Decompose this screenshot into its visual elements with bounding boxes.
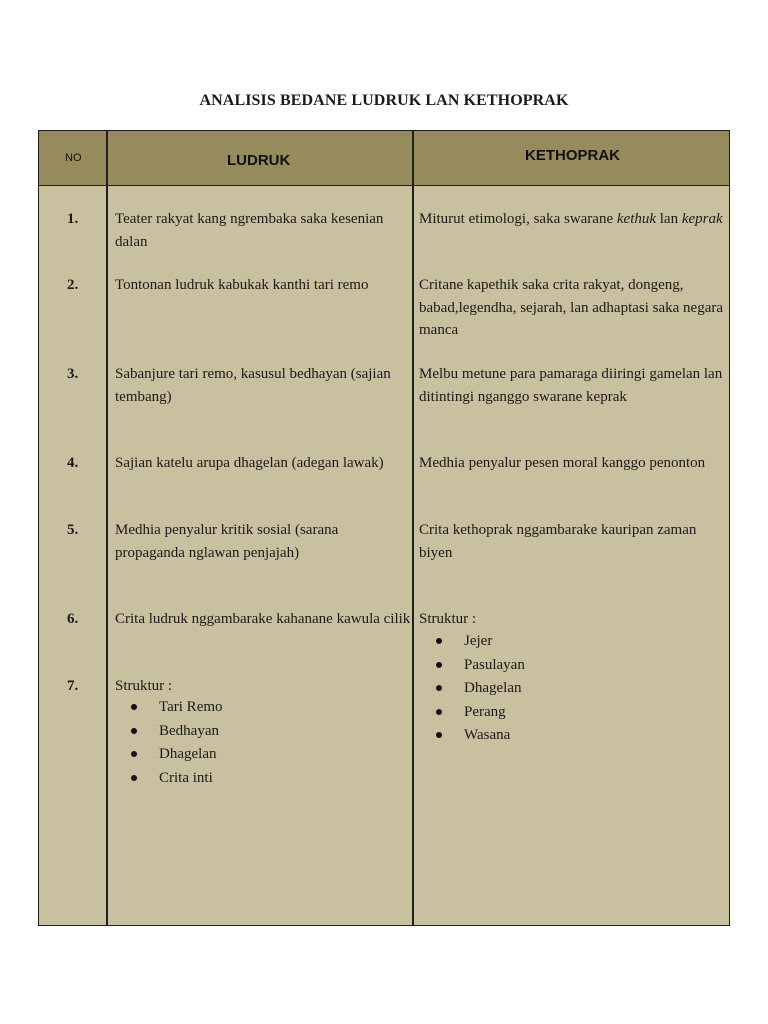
ludruk-cell: Struktur : [115, 678, 173, 694]
kethoprak-cell: Miturut etimologi, saka swarane kethuk lan keprak [419, 211, 723, 227]
bullet-icon [436, 732, 442, 738]
list-item: Crita inti [131, 767, 223, 791]
header-kethoprak: KETHOPRAK [525, 147, 621, 164]
row-number: 1. [67, 211, 79, 227]
header-ludruk: LUDRUK [227, 152, 291, 169]
ludruk-cell: Crita ludruk nggambarake kahanane kawula cilik [115, 611, 411, 627]
column-divider [412, 131, 414, 925]
bullet-icon [131, 775, 137, 781]
header-no: NO [65, 152, 82, 164]
row-number: 5. [67, 522, 79, 538]
list-item: Dhagelan [131, 743, 223, 767]
bullet-icon [436, 638, 442, 644]
list-item: Perang [436, 701, 525, 725]
column-divider [106, 131, 108, 925]
bullet-icon [436, 685, 442, 691]
bullet-icon [131, 728, 137, 734]
ludruk-cell: Sabanjure tari remo, kasusul bedhayan (sajian tembang) [115, 366, 391, 405]
ludruk-structure-list [131, 696, 223, 790]
kethoprak-cell: Melbu metune para pamaraga diiringi gamelan lan ditintingi nganggo swarane keprak [419, 366, 723, 405]
list-item: Bedhayan [131, 720, 223, 744]
row-number: 2. [67, 277, 79, 293]
list-item: Tari Remo [131, 696, 223, 720]
ludruk-cell: Sajian katelu arupa dhagelan (adegan lawak) [115, 455, 384, 471]
list-item: Pasulayan [436, 654, 525, 678]
bullet-icon [436, 709, 442, 715]
page-title: ANALISIS BEDANE LUDRUK LAN KETHOPRAK [199, 92, 569, 109]
list-item: Wasana [436, 724, 525, 748]
bullet-icon [436, 662, 442, 668]
table-header [39, 131, 729, 186]
ludruk-cell: Medhia penyalur kritik sosial (sarana propaganda nglawan penjajah) [115, 522, 339, 561]
row-number: 7. [67, 678, 79, 694]
ludruk-cell: Teater rakyat kang ngrembaka saka kesenian dalan [115, 211, 384, 250]
kethoprak-cell: Crita kethoprak nggambarake kauripan zaman biyen [419, 522, 697, 561]
kethoprak-cell: Medhia penyalur pesen moral kanggo penonton [419, 455, 706, 471]
row-number: 4. [67, 455, 79, 471]
kethoprak-cell: Struktur : [419, 611, 477, 627]
ludruk-cell: Tontonan ludruk kabukak kanthi tari remo [115, 277, 369, 293]
comparison-table [38, 130, 730, 926]
row-number: 3. [67, 366, 79, 382]
bullet-icon [131, 704, 137, 710]
kethoprak-cell: Critane kapethik saka crita rakyat, dongeng, babad,legendha, sejarah, lan adhaptasi saka negara manca [419, 277, 724, 338]
bullet-icon [131, 751, 137, 757]
list-item: Jejer [436, 630, 525, 654]
row-number: 6. [67, 611, 79, 627]
kethoprak-structure-list [436, 630, 525, 748]
list-item: Dhagelan [436, 677, 525, 701]
